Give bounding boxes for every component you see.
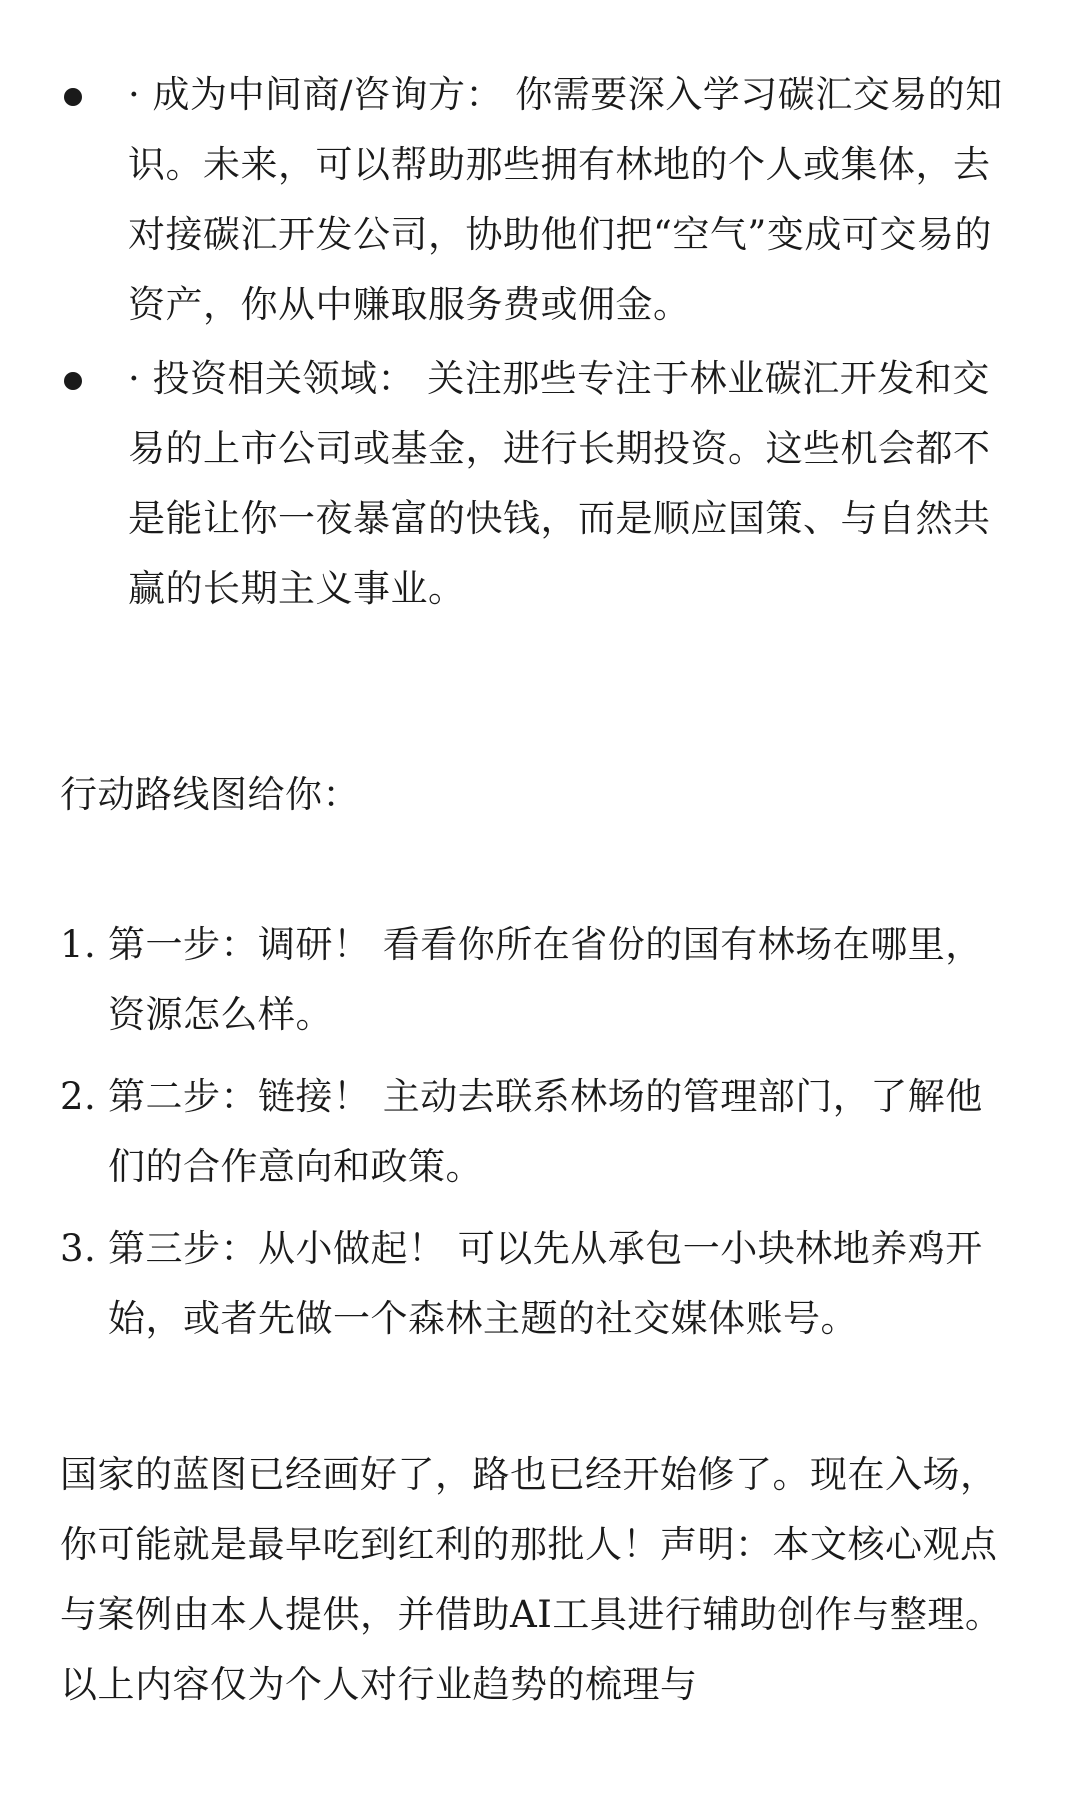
bullet-text: · 投资相关领域： 关注那些专注于林业碳汇开发和交易的上市公司或基金，进行长期投资。这些机会都不是能让你一夜暴富的快钱，而是顺应国策、与自然共赢的长期主义事业。: [128, 357, 991, 610]
closing-paragraph: 国家的蓝图已经画好了，路也已经开始修了。现在入场，你可能就是最早吃到红利的那批人！声明：本文核心观点与案例由本人提供，并借助AI工具进行辅助创作与整理。以上内容仅为个人对行业趋势的梳理与: [60, 1453, 1003, 1706]
bullet-text: · 成为中间商/咨询方： 你需要深入学习碳汇交易的知识。未来，可以帮助那些拥有林地的个人或集体，去对接碳汇开发公司，协助他们把“空气”变成可交易的资产，你从中赚取服务费或佣金。: [128, 73, 1003, 326]
step-text: 第二步：链接！ 主动去联系林场的管理部门，了解他们的合作意向和政策。: [108, 1075, 983, 1188]
roadmap-steps-list: [60, 910, 1020, 1366]
step-text: 第一步：调研！ 看看你所在省份的国有林场在哪里，资源怎么样。: [108, 923, 983, 1036]
opportunity-bullet-list: [60, 60, 1020, 628]
step-item-start-small: [60, 1214, 1020, 1354]
roadmap-heading: 行动路线图给你：: [60, 773, 360, 816]
step-number: 2.: [60, 1075, 97, 1118]
step-number: 1.: [60, 923, 97, 966]
bullet-dot-icon: [64, 372, 82, 390]
bullet-item-investment: [60, 344, 1020, 624]
bullet-dot-icon: [64, 88, 82, 106]
step-item-research: [60, 910, 1020, 1050]
step-number: 3.: [60, 1227, 97, 1270]
bullet-item-consultant: [60, 60, 1020, 340]
step-text: 第三步：从小做起！ 可以先从承包一小块林地养鸡开始，或者先做一个森林主题的社交媒体账号。: [108, 1227, 983, 1340]
step-item-connect: [60, 1062, 1020, 1202]
